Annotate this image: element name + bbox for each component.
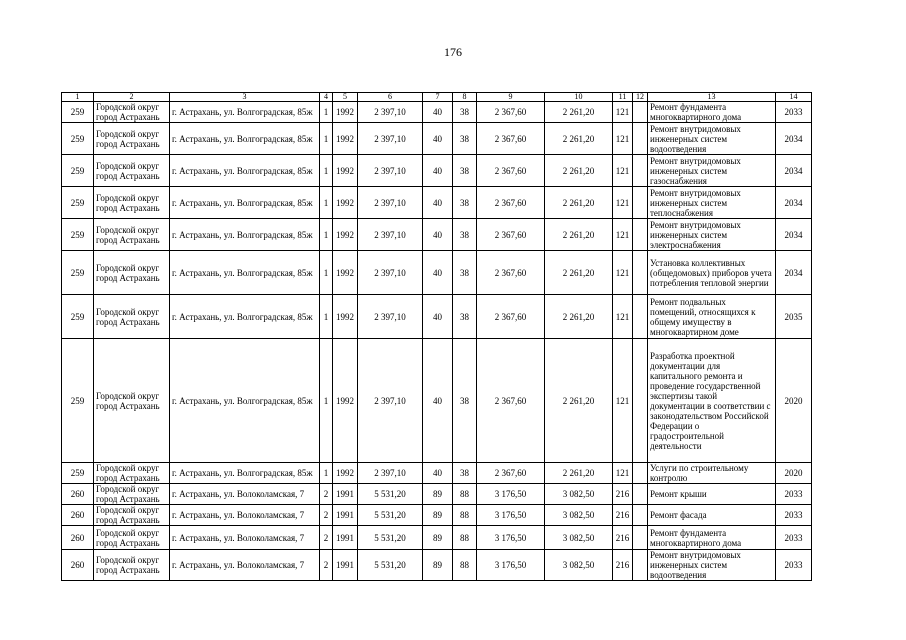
col-12 <box>633 505 648 526</box>
col-12 <box>633 463 648 484</box>
col-4: 2 <box>320 526 333 550</box>
col-area: 2 397,10 <box>358 123 423 155</box>
col-8: 38 <box>453 339 477 463</box>
col-municipality: Городской округ город Астрахань <box>94 102 170 123</box>
col-area: 2 397,10 <box>358 155 423 187</box>
col-8: 38 <box>453 155 477 187</box>
col-12 <box>633 219 648 251</box>
col-10: 2 261,20 <box>545 463 613 484</box>
col-11: 121 <box>613 219 633 251</box>
col-9: 3 176,50 <box>477 550 545 581</box>
col-address: г. Астрахань, ул. Волоколамская, 7 <box>170 526 320 550</box>
col-4: 1 <box>320 123 333 155</box>
col-work-type: Ремонт фундамента многоквартирного дома <box>648 526 776 550</box>
col-num: 259 <box>62 295 94 339</box>
col-plan-year: 2033 <box>776 526 812 550</box>
col-7: 40 <box>423 295 453 339</box>
table-row <box>62 295 812 339</box>
col-plan-year: 2020 <box>776 339 812 463</box>
table-row <box>62 526 812 550</box>
col-area: 2 397,10 <box>358 339 423 463</box>
col-11: 121 <box>613 187 633 219</box>
col-11: 216 <box>613 505 633 526</box>
col-municipality: Городской округ город Астрахань <box>94 526 170 550</box>
col-4: 2 <box>320 484 333 505</box>
table-row <box>62 155 812 187</box>
col-8: 38 <box>453 295 477 339</box>
col-address: г. Астрахань, ул. Волгоградская, 85ж <box>170 219 320 251</box>
col-12 <box>633 251 648 295</box>
col-plan-year: 2034 <box>776 123 812 155</box>
col-12 <box>633 526 648 550</box>
col-year: 1992 <box>333 219 358 251</box>
col-4: 1 <box>320 339 333 463</box>
col-9: 2 367,60 <box>477 187 545 219</box>
col-plan-year: 2034 <box>776 187 812 219</box>
col-area: 5 531,20 <box>358 526 423 550</box>
col-11: 121 <box>613 339 633 463</box>
col-12 <box>633 295 648 339</box>
col-area: 2 397,10 <box>358 295 423 339</box>
col-year: 1992 <box>333 123 358 155</box>
col-municipality: Городской округ город Астрахань <box>94 550 170 581</box>
col-10: 2 261,20 <box>545 155 613 187</box>
col-7: 40 <box>423 102 453 123</box>
table-row <box>62 123 812 155</box>
col-4: 1 <box>320 463 333 484</box>
col-work-type: Разработка проектной документации для капитального ремонта и проведение государственной экспертизы такой документации в соответствии с законодательством Российской Федерации о градостроительной деятельности <box>648 339 776 463</box>
col-10: 3 082,50 <box>545 526 613 550</box>
col-num: 259 <box>62 123 94 155</box>
col-9: 2 367,60 <box>477 155 545 187</box>
col-num: 259 <box>62 251 94 295</box>
col-10: 2 261,20 <box>545 339 613 463</box>
col-work-type: Ремонт внутридомовых инженерных систем электроснабжения <box>648 219 776 251</box>
col-12 <box>633 550 648 581</box>
col-address: г. Астрахань, ул. Волгоградская, 85ж <box>170 123 320 155</box>
col-area: 2 397,10 <box>358 219 423 251</box>
header-cell: 7 <box>423 93 453 102</box>
col-9: 3 176,50 <box>477 526 545 550</box>
col-10: 3 082,50 <box>545 484 613 505</box>
col-4: 1 <box>320 102 333 123</box>
col-8: 38 <box>453 187 477 219</box>
col-address: г. Астрахань, ул. Волоколамская, 7 <box>170 484 320 505</box>
col-9: 2 367,60 <box>477 463 545 484</box>
col-plan-year: 2033 <box>776 102 812 123</box>
col-8: 38 <box>453 463 477 484</box>
col-7: 40 <box>423 339 453 463</box>
col-11: 121 <box>613 295 633 339</box>
col-7: 40 <box>423 187 453 219</box>
col-year: 1992 <box>333 463 358 484</box>
col-9: 2 367,60 <box>477 339 545 463</box>
header-cell: 1 <box>62 93 94 102</box>
col-municipality: Городской округ город Астрахань <box>94 339 170 463</box>
col-12 <box>633 484 648 505</box>
col-9: 2 367,60 <box>477 295 545 339</box>
col-year: 1992 <box>333 339 358 463</box>
col-num: 259 <box>62 155 94 187</box>
col-11: 121 <box>613 123 633 155</box>
col-address: г. Астрахань, ул. Волгоградская, 85ж <box>170 251 320 295</box>
col-municipality: Городской округ город Астрахань <box>94 463 170 484</box>
col-municipality: Городской округ город Астрахань <box>94 484 170 505</box>
col-address: г. Астрахань, ул. Волгоградская, 85ж <box>170 155 320 187</box>
col-4: 1 <box>320 295 333 339</box>
col-municipality: Городской округ город Астрахань <box>94 251 170 295</box>
col-10: 2 261,20 <box>545 187 613 219</box>
header-cell: 12 <box>633 93 648 102</box>
col-num: 260 <box>62 550 94 581</box>
header-cell: 8 <box>453 93 477 102</box>
col-8: 88 <box>453 505 477 526</box>
col-municipality: Городской округ город Астрахань <box>94 187 170 219</box>
header-cell: 5 <box>333 93 358 102</box>
col-12 <box>633 339 648 463</box>
col-11: 216 <box>613 550 633 581</box>
col-plan-year: 2035 <box>776 295 812 339</box>
col-4: 2 <box>320 505 333 526</box>
col-plan-year: 2034 <box>776 155 812 187</box>
table-row <box>62 251 812 295</box>
col-9: 2 367,60 <box>477 219 545 251</box>
col-11: 121 <box>613 251 633 295</box>
col-work-type: Ремонт внутридомовых инженерных систем газоснабжения <box>648 155 776 187</box>
col-year: 1992 <box>333 251 358 295</box>
col-year: 1991 <box>333 484 358 505</box>
col-num: 260 <box>62 526 94 550</box>
col-address: г. Астрахань, ул. Волгоградская, 85ж <box>170 187 320 219</box>
col-municipality: Городской округ город Астрахань <box>94 295 170 339</box>
col-work-type: Ремонт внутридомовых инженерных систем водоотведения <box>648 550 776 581</box>
header-cell: 4 <box>320 93 333 102</box>
col-9: 2 367,60 <box>477 251 545 295</box>
col-year: 1992 <box>333 295 358 339</box>
col-8: 88 <box>453 550 477 581</box>
col-num: 259 <box>62 102 94 123</box>
col-plan-year: 2020 <box>776 463 812 484</box>
col-9: 3 176,50 <box>477 484 545 505</box>
col-8: 88 <box>453 526 477 550</box>
col-address: г. Астрахань, ул. Волоколамская, 7 <box>170 505 320 526</box>
col-work-type: Ремонт подвальных помещений, относящихся к общему имуществу в многоквартирном доме <box>648 295 776 339</box>
col-10: 2 261,20 <box>545 219 613 251</box>
col-municipality: Городской округ город Астрахань <box>94 123 170 155</box>
col-12 <box>633 187 648 219</box>
table-row <box>62 102 812 123</box>
col-7: 89 <box>423 526 453 550</box>
col-7: 89 <box>423 484 453 505</box>
col-work-type: Ремонт фасада <box>648 505 776 526</box>
col-plan-year: 2033 <box>776 550 812 581</box>
col-work-type: Услуги по строительному контролю <box>648 463 776 484</box>
col-area: 2 397,10 <box>358 102 423 123</box>
col-year: 1992 <box>333 102 358 123</box>
col-4: 1 <box>320 187 333 219</box>
col-year: 1991 <box>333 526 358 550</box>
col-7: 40 <box>423 219 453 251</box>
col-municipality: Городской округ город Астрахань <box>94 219 170 251</box>
header-cell: 13 <box>648 93 776 102</box>
header-cell: 14 <box>776 93 812 102</box>
col-address: г. Астрахань, ул. Волгоградская, 85ж <box>170 102 320 123</box>
header-cell: 6 <box>358 93 423 102</box>
col-7: 40 <box>423 463 453 484</box>
table-row <box>62 484 812 505</box>
col-municipality: Городской округ город Астрахань <box>94 505 170 526</box>
col-9: 2 367,60 <box>477 102 545 123</box>
col-area: 2 397,10 <box>358 187 423 219</box>
col-address: г. Астрахань, ул. Волгоградская, 85ж <box>170 295 320 339</box>
col-municipality: Городской округ город Астрахань <box>94 155 170 187</box>
col-area: 5 531,20 <box>358 484 423 505</box>
header-cell: 2 <box>94 93 170 102</box>
col-11: 121 <box>613 155 633 187</box>
col-8: 88 <box>453 484 477 505</box>
col-num: 259 <box>62 219 94 251</box>
col-plan-year: 2033 <box>776 505 812 526</box>
col-plan-year: 2034 <box>776 251 812 295</box>
header-row <box>62 93 812 102</box>
col-11: 216 <box>613 484 633 505</box>
col-num: 259 <box>62 339 94 463</box>
col-area: 5 531,20 <box>358 550 423 581</box>
col-8: 38 <box>453 219 477 251</box>
col-plan-year: 2034 <box>776 219 812 251</box>
col-num: 260 <box>62 505 94 526</box>
col-7: 40 <box>423 155 453 187</box>
col-10: 2 261,20 <box>545 251 613 295</box>
col-area: 2 397,10 <box>358 251 423 295</box>
col-plan-year: 2033 <box>776 484 812 505</box>
col-num: 260 <box>62 484 94 505</box>
col-work-type: Ремонт внутридомовых инженерных систем водоотведения <box>648 123 776 155</box>
table-row <box>62 219 812 251</box>
col-8: 38 <box>453 102 477 123</box>
col-address: г. Астрахань, ул. Волгоградская, 85ж <box>170 339 320 463</box>
col-4: 2 <box>320 550 333 581</box>
col-4: 1 <box>320 155 333 187</box>
col-10: 2 261,20 <box>545 102 613 123</box>
col-9: 3 176,50 <box>477 505 545 526</box>
col-4: 1 <box>320 219 333 251</box>
col-area: 2 397,10 <box>358 463 423 484</box>
col-8: 38 <box>453 123 477 155</box>
col-work-type: Ремонт крыши <box>648 484 776 505</box>
header-cell: 3 <box>170 93 320 102</box>
table-row <box>62 505 812 526</box>
col-8: 38 <box>453 251 477 295</box>
capital-repair-table <box>61 92 812 581</box>
col-area: 5 531,20 <box>358 505 423 526</box>
col-year: 1991 <box>333 550 358 581</box>
table-row <box>62 550 812 581</box>
col-year: 1992 <box>333 187 358 219</box>
col-12 <box>633 102 648 123</box>
col-work-type: Ремонт фундамента многоквартирного дома <box>648 102 776 123</box>
col-10: 3 082,50 <box>545 550 613 581</box>
col-year: 1992 <box>333 155 358 187</box>
table-row <box>62 463 812 484</box>
col-work-type: Установка коллективных (общедомовых) приборов учета потребления тепловой энергии <box>648 251 776 295</box>
col-num: 259 <box>62 463 94 484</box>
col-7: 40 <box>423 123 453 155</box>
col-11: 121 <box>613 102 633 123</box>
col-address: г. Астрахань, ул. Волгоградская, 85ж <box>170 463 320 484</box>
col-address: г. Астрахань, ул. Волоколамская, 7 <box>170 550 320 581</box>
col-12 <box>633 155 648 187</box>
header-cell: 9 <box>477 93 545 102</box>
col-10: 2 261,20 <box>545 123 613 155</box>
col-num: 259 <box>62 187 94 219</box>
col-11: 121 <box>613 463 633 484</box>
col-7: 89 <box>423 550 453 581</box>
page-number: 176 <box>444 45 462 59</box>
col-12 <box>633 123 648 155</box>
col-7: 89 <box>423 505 453 526</box>
col-9: 2 367,60 <box>477 123 545 155</box>
col-4: 1 <box>320 251 333 295</box>
col-7: 40 <box>423 251 453 295</box>
col-11: 216 <box>613 526 633 550</box>
col-work-type: Ремонт внутридомовых инженерных систем теплоснабжения <box>648 187 776 219</box>
header-cell: 11 <box>613 93 633 102</box>
table-row <box>62 187 812 219</box>
col-year: 1991 <box>333 505 358 526</box>
col-10: 2 261,20 <box>545 295 613 339</box>
header-cell: 10 <box>545 93 613 102</box>
table-row <box>62 339 812 463</box>
col-10: 3 082,50 <box>545 505 613 526</box>
